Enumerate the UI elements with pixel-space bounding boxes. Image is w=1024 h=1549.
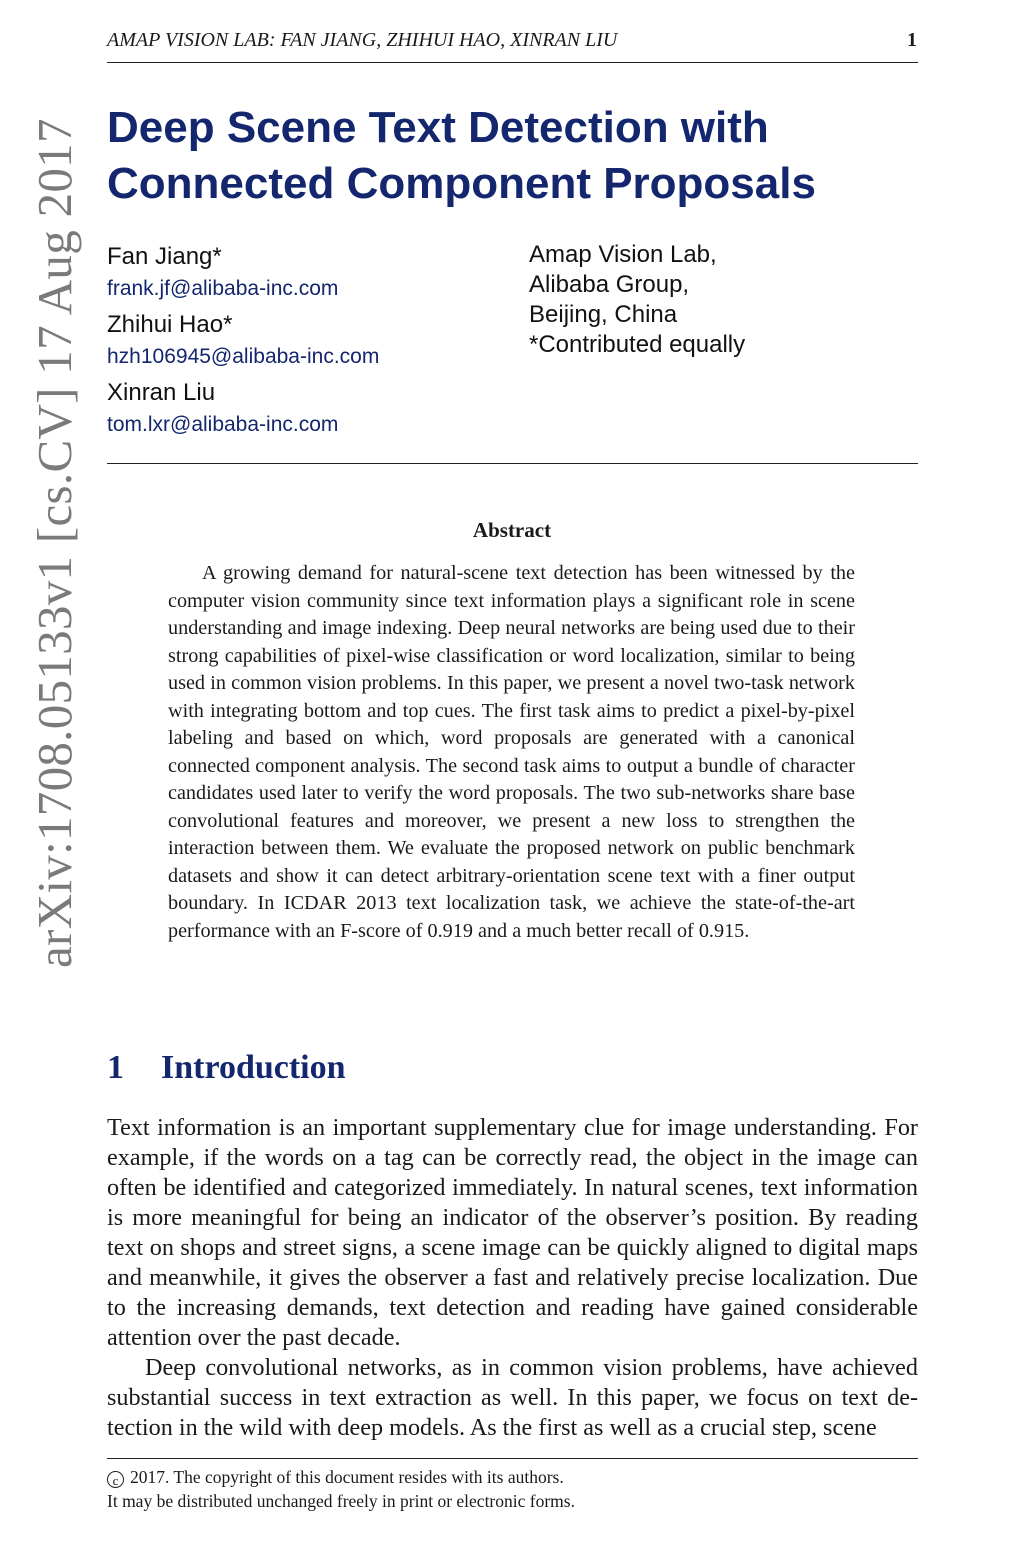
author-name: Zhihui Hao* bbox=[107, 311, 233, 338]
author-email-link[interactable]: tom.lxr@alibaba-inc.com bbox=[107, 413, 339, 436]
paper-title bbox=[107, 100, 927, 212]
title-line-1: Deep Scene Text Detection with bbox=[107, 103, 769, 152]
affiliation-line: Beijing, China bbox=[529, 301, 678, 328]
author-list bbox=[107, 240, 507, 444]
section-number: 1 bbox=[107, 1049, 124, 1086]
author-email-link[interactable]: frank.jf@alibaba-inc.com bbox=[107, 277, 339, 300]
author-email-link[interactable]: hzh106945@alibaba-inc.com bbox=[107, 345, 380, 368]
copyright-icon: c bbox=[107, 1471, 124, 1488]
abstract-text: A growing demand for natural-scene text detection has been witnessed by the computer vision community since text information plays a significant role in scene understanding and image indexing. Deep neural networks are being used due to their strong capabilities of pixel-wise classification or word localization, similar to being used in common vision problems. In this paper, we present a novel two-task network with integrating bottom and top cues. The first task aims to predict a pixel-by-pixel labeling and based on which, word proposals are generated with a canonical connected component analysis. The second task aims to output a bundle of character candidates used later to verify the word proposals. The two sub-networks share base convolutional features and moreover, we present a new loss to strengthen the interaction between them. We evaluate the proposed network on public benchmark datasets and show it can detect arbitrary-orientation scene text with a finer output boundary. In ICDAR 2013 text localization task, we achieve the state-of-the-art performance with an F-score of 0.919 and a much better recall of 0.915. bbox=[168, 562, 855, 942]
affiliation-line: Alibaba Group, bbox=[529, 271, 690, 298]
title-line-2: Connected Component Proposals bbox=[107, 159, 816, 208]
page-number: 1 bbox=[907, 29, 917, 51]
copyright-text: 2017. The copyright of this document resides with its authors. bbox=[130, 1467, 564, 1487]
arxiv-stamp: arXiv:1708.05133v1 [cs.CV] 17 Aug 2017 bbox=[27, 118, 82, 968]
affiliation-block bbox=[529, 240, 929, 360]
author-name: Fan Jiang* bbox=[107, 243, 222, 270]
header-rule bbox=[107, 62, 918, 63]
running-header bbox=[107, 26, 917, 54]
section-title: Introduction bbox=[161, 1049, 346, 1086]
section-heading bbox=[107, 1046, 707, 1090]
intro-paragraph: Deep convolutional networks, as in common vision problems, have achieved substantial success in text extraction as well. In this paper, we focus on text detection in the wild with deep models. As the first as well as a crucial step, scene bbox=[107, 1354, 918, 1441]
affiliation-line: Amap Vision Lab, bbox=[529, 241, 717, 268]
introduction-body bbox=[107, 1113, 918, 1443]
abstract-heading: Abstract bbox=[472, 518, 552, 542]
intro-paragraph: Text information is an important supplementary clue for image understanding. For example, if the words on a tag can be correctly read, the object in the image can often be identified and categorized immediately. In natural scenes, text information is more meaningful for being an indicator of the observer’s position. By reading text on shops and street signs, a scene image can be quickly aligned to digital maps and meanwhile, it gives the observer a fast and relatively precise localization. Due to the increasing demands, text detection and reading have gained considerable attention over the past decade. bbox=[107, 1114, 918, 1351]
author-name: Xinran Liu bbox=[107, 379, 216, 406]
running-title: AMAP VISION LAB: FAN JIANG, ZHIHUI HAO, XINRAN LIU bbox=[107, 29, 618, 51]
footer-rule bbox=[107, 1458, 918, 1459]
copyright-footer bbox=[107, 1465, 918, 1513]
title-block-rule bbox=[107, 463, 918, 464]
copyright-line bbox=[107, 1465, 918, 1489]
distribution-note: It may be distributed unchanged freely in print or electronic forms. bbox=[107, 1491, 575, 1511]
equal-contribution-note: *Contributed equally bbox=[529, 331, 746, 358]
